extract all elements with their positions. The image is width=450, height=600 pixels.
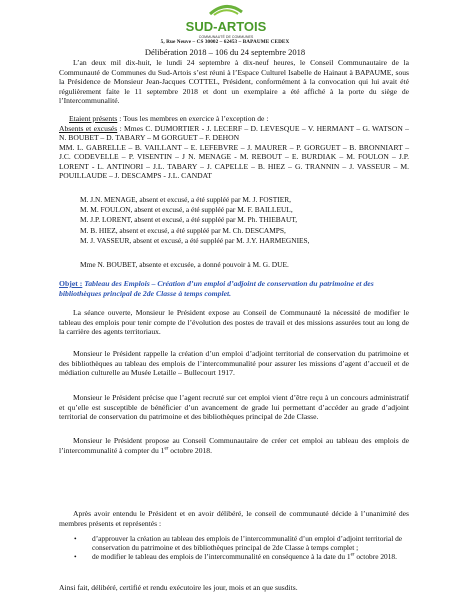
paragraph-4-main: Monsieur le Président propose au Conseil Communautaire de créer cet emploi au tableau des emplois de l’intercommunalité à compter du 1 (59, 436, 409, 455)
proxy-text: Mme N. BOUBET, absente et excusée, a donné pouvoir à M. G. DUE. (80, 260, 289, 269)
absent-line (59, 124, 409, 143)
closing-line (59, 583, 409, 593)
paragraph-2 (59, 349, 409, 378)
absent-text: : Mmes C. DUMORTIER - J. LECERF – D. LEVESQUE – V. HERMANT – G. WATSON – N. BOUBET – D. TABARY – M GORGUET – F. DEHON (59, 123, 409, 142)
paragraph-4-sup: er (164, 445, 169, 451)
paragraph-3 (59, 393, 409, 422)
address-line: 5, Rue Neuve – CS 30002 – 62453 – BAPAUME CEDEX (160, 39, 290, 45)
proxy-line (80, 260, 380, 270)
decision-2-end: octobre 2018. (354, 552, 397, 562)
paragraph-4-end: octobre 2018. (168, 445, 212, 455)
replacements-list (80, 195, 380, 246)
attendance-section (59, 114, 409, 181)
decision-2-text (92, 552, 397, 561)
deliberation-number: Délibération 2018 – 106 du 24 septembre 2018 (144, 47, 306, 57)
replacement-item: M. J.P. LORENT, absent et excusé, a été suppléé par M. Ph. THIEBAUT, (80, 215, 298, 225)
intro-text: L’an deux mil dix-huit, le lundi 24 septembre à dix-neuf heures, le Conseil Communautaire de la Communauté de Communes du Sud-Artois s’est réuni à l’Espace Culturel Isabelle de Hainaut à BAPAUME, sous la Présidence de Monsieur Jean-Jacques COTTEL, Président, conformément à la convocation qui lui avait été régulièrement faite le 11 septembre 2018 et dont un exemplaire a été affiché à la porte du siège de l’Intercommunalité. (59, 58, 409, 105)
replacement-item: M. B. HIEZ, absent et excusé, a été suppléé par M. Ch. DESCAMPS, (80, 225, 286, 235)
sud-artois-logo (180, 2, 272, 42)
absent-members: MM. L. GABRELLE – B. VAILLANT – E. LEFEBVRE – J. MAURER – P. GORGUET – B. BRONNIART – J.C. CODEVELLE – P. VISENTIN – J N. MENAGE - M. REBOUT – E. BURDIAK – M. FOULON – J.P. LORENT - L. ANTINORI – J.L. TABARY – J. CAPELLE – B. HIEZ – G. TRANNIN – J. VASSEUR – M. POUILLAUDE – J. DESCAMPS - J.L. CANDAT (59, 142, 409, 180)
replacement-item: M. J. VASSEUR, absent et excusé, a été suppléé par M. J.Y. HARMEGNIES, (80, 235, 310, 245)
paragraph-1-text: La séance ouverte, Monsieur le Président expose au Conseil de Communauté la nécessité de modifier le tableau des emplois pour tenir compte de l’évolution des postes de travail et des missions assurées tout au long de la carrière des agents territoriaux. (59, 308, 409, 336)
present-text: : Tous les membres en exercice à l’exception de : (117, 114, 269, 123)
bullet-icon: • (74, 552, 77, 562)
decision-item (74, 552, 404, 561)
decision-2-main: de modifier le tableau des emplois de l’intercommunalité en conséquence à la date du 1 (92, 552, 351, 562)
paragraph-1 (59, 308, 409, 337)
absent-label: Absents et excusés (59, 123, 118, 133)
logo-text: SUD-ARTOIS (185, 19, 267, 34)
paragraph-5 (59, 509, 409, 528)
decision-1-text: d’approuver la création au tableau des emplois de l’intercommunalité d’un emploi d’adjoint territorial de conservation du patrimoine et des bibliothèques principal de 2de Classe à temps complet ; (92, 534, 403, 553)
subject-text: Tableau des Emplois – Création d’un emploi d’adjoint de conservation du patrimoine et des bibliothèques principal de 2de Classe à temps complet. (59, 279, 374, 298)
bullet-icon: • (74, 534, 77, 543)
decision-item (74, 534, 404, 552)
subject-heading (59, 279, 399, 298)
paragraph-4-text (59, 436, 409, 455)
closing-text: Ainsi fait, délibéré, certifié et rendu exécutoire les jour, mois et an que susdits. (59, 583, 298, 592)
paragraph-4 (59, 436, 409, 455)
paragraph-3-text: Monsieur le Président précise que l’agent recruté sur cet emploi vient d’être reçu à un concours administratif et qu’elle est susceptible de bénéficier d’un avancement de grade lui permettant d’accéder au grade d’adjoint territorial de conservation du patrimoine et des bibliothèques principal de 2de Classe. (59, 393, 409, 421)
intro-paragraph (59, 58, 409, 106)
logo-graphic (180, 2, 272, 42)
replacement-item: M. M. FOULON, absent et excusé, a été suppléé par M. F. BAILLEUL, (80, 205, 293, 215)
subject-label: Objet : (59, 279, 83, 288)
paragraph-5-text: Après avoir entendu le Président et en avoir délibéré, le conseil de communauté décide à l’unanimité des membres présents et représentés : (59, 509, 409, 528)
paragraph-2-text: Monsieur le Président rappelle la création d’un emploi d’adjoint territorial de conservation du patrimoine et des bibliothèques au tableau des emplois de l’intercommunalité pour assurer les missions d’agent d’accueil et de médiation culturelle au Musée Letaille – Bullecourt 1917. (59, 349, 409, 377)
replacement-item: M. J.N. MENAGE, absent et excusé, a été suppléé par M. J. FOSTIER, (80, 195, 292, 204)
decision-list (74, 534, 404, 562)
present-line (59, 114, 409, 124)
logo-subtext: COMMUNAUTÉ DE COMMUNES (198, 35, 254, 39)
present-label: Etaient présents (69, 114, 118, 123)
decision-2-sup: er (350, 552, 355, 558)
